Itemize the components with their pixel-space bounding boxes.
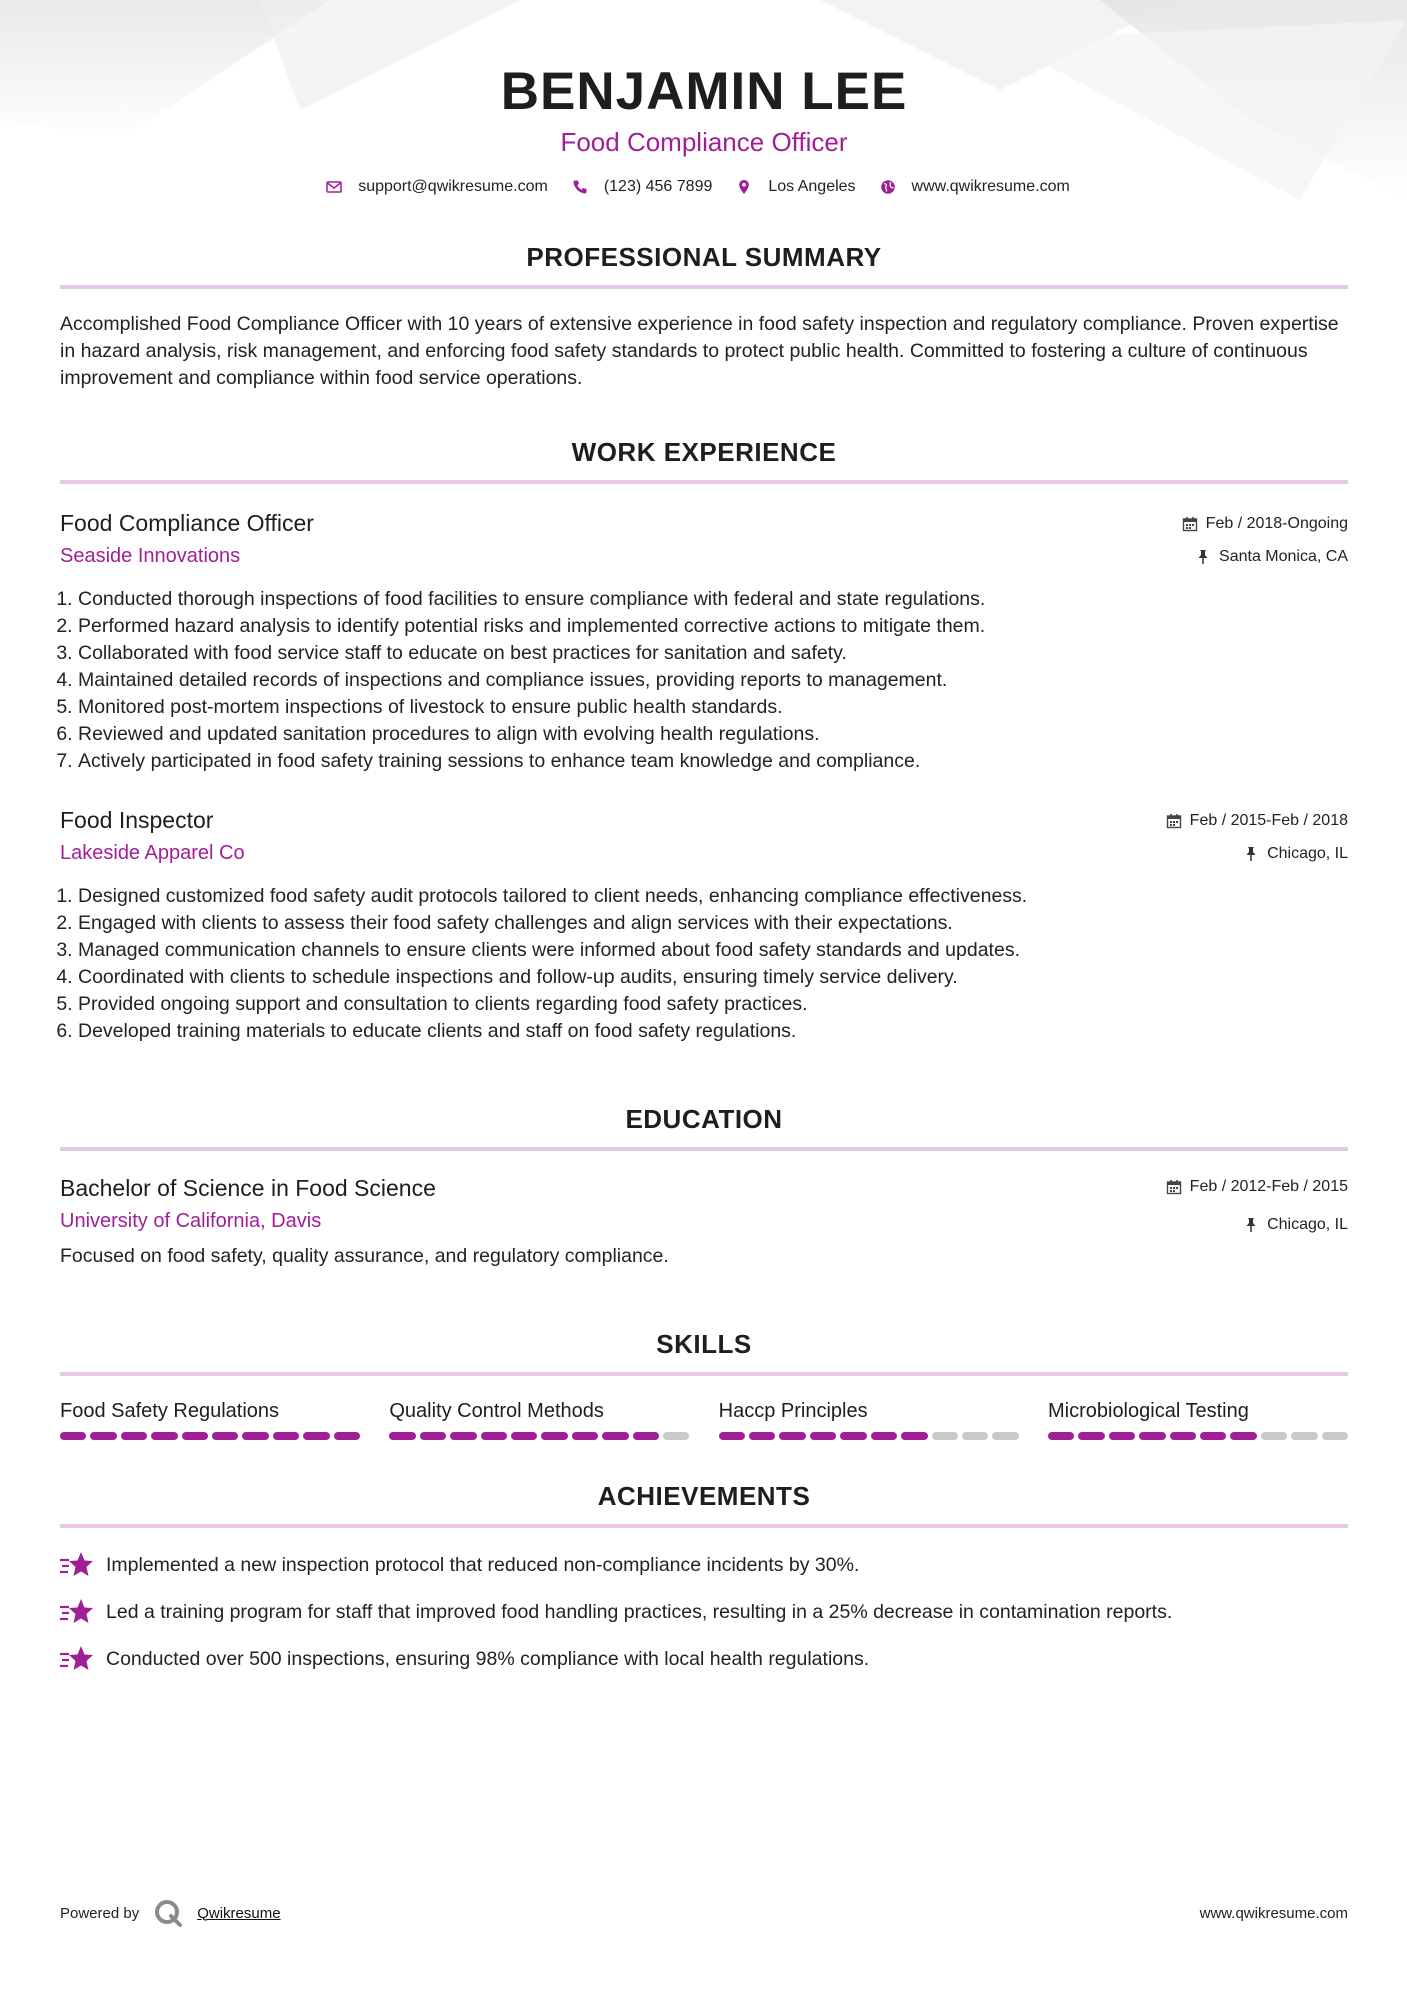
job-bullets [60,586,1348,775]
skill-level-bar [719,1432,1019,1440]
skill-level-segment [962,1432,988,1440]
skill-level-segment [273,1432,299,1440]
contact-bar [60,178,1348,196]
school-name: University of California, Davis [60,1210,322,1232]
achievement-text: Implemented a new inspection protocol that reduced non-compliance incidents by 30%. [106,1553,860,1576]
section-divider [60,1524,1348,1528]
job-location: Chicago, IL [1267,845,1348,862]
list-item: 4. Coordinated with clients to schedule inspections and follow-up audits, ensuring timely service delivery. [78,964,1348,991]
skill-level-segment [121,1432,147,1440]
contact-phone[interactable] [572,178,713,196]
list-item: 6. Reviewed and updated sanitation procedures to align with evolving health regulations. [78,721,1348,748]
work-section [60,436,1348,1045]
section-title-education: EDUCATION [625,1104,783,1134]
job-title: Food Compliance Officer [60,510,314,536]
skill-level-segment [1230,1432,1256,1440]
pushpin-icon [1195,549,1211,565]
company-name: Seaside Innovations [60,545,241,567]
map-pin-icon [736,179,752,195]
skill-level-segment [60,1432,86,1440]
achievement-text: Led a training program for staff that improved food handling practices, resulting in a 25% decrease in contamination reports. [106,1600,1173,1623]
skill-item [1048,1398,1348,1440]
star-icon [60,1644,94,1674]
skill-level-segment [151,1432,177,1440]
list-item: 7. Actively participated in food safety training sessions to enhance team knowledge and compliance. [78,748,1348,775]
achievement-item [60,1597,1348,1627]
star-icon [60,1550,94,1580]
list-item: 3. Collaborated with food service staff to educate on best practices for sanitation and safety. [78,640,1348,667]
section-divider [60,285,1348,289]
skill-level-segment [212,1432,238,1440]
skill-level-bar [1048,1432,1348,1440]
job-dates: Feb / 2015-Feb / 2018 [1189,812,1348,829]
section-title-summary: PROFESSIONAL SUMMARY [526,242,882,272]
achievement-item [60,1644,1348,1674]
list-item: 5. Provided ongoing support and consultation to clients regarding food safety practices. [78,991,1348,1018]
skill-level-segment [420,1432,446,1440]
skill-level-segment [779,1432,805,1440]
powered-by-label: Powered by [60,1904,140,1922]
skill-level-segment [1200,1432,1226,1440]
section-title-skills: SKILLS [656,1329,752,1359]
job-bullets [60,883,1348,1045]
skill-level-segment [511,1432,537,1440]
education-entry [60,1173,1348,1270]
education-location: Chicago, IL [1267,1216,1348,1233]
skill-level-segment [90,1432,116,1440]
contact-website[interactable] [880,178,1070,196]
education-dates: Feb / 2012-Feb / 2015 [1189,1178,1348,1195]
skill-name: Microbiological Testing [1047,1400,1249,1422]
contact-location [736,178,855,196]
section-divider [60,480,1348,484]
skill-level-segment [719,1432,745,1440]
summary-section [60,241,1348,392]
achievements-section [60,1480,1348,1674]
skill-level-segment [1139,1432,1165,1440]
skill-level-segment [1109,1432,1135,1440]
qwikresume-logo-icon [153,1898,183,1928]
skill-level-bar [389,1432,689,1440]
phone-icon [572,179,588,195]
skill-level-segment [871,1432,897,1440]
star-icon [60,1597,94,1627]
list-item: 2. Performed hazard analysis to identify potential risks and implemented corrective actions to mitigate them. [78,613,1348,640]
calendar-icon [1182,516,1198,532]
job-entry [60,508,1348,775]
list-item: 2. Engaged with clients to assess their food safety challenges and align services with their expectations. [78,910,1348,937]
list-item: 5. Monitored post-mortem inspections of livestock to ensure public health standards. [78,694,1348,721]
skill-level-segment [1291,1432,1317,1440]
section-title-work: WORK EXPERIENCE [571,437,837,467]
skill-level-segment [242,1432,268,1440]
list-item: 3. Managed communication channels to ensure clients were informed about food safety standards and updates. [78,937,1348,964]
list-item: 4. Maintained detailed records of inspections and compliance issues, providing reports to management. [78,667,1348,694]
section-divider [60,1147,1348,1151]
contact-email[interactable] [326,178,548,196]
resume-header [60,60,1348,196]
skill-level-segment [303,1432,329,1440]
job-entry [60,805,1348,1045]
skill-level-segment [1261,1432,1287,1440]
section-divider [60,1372,1348,1376]
achievement-item [60,1550,1348,1580]
location-text: Los Angeles [768,178,856,195]
candidate-name: BENJAMIN LEE [500,62,908,121]
calendar-icon [1166,813,1182,829]
summary-text: Accomplished Food Compliance Officer with 10 years of extensive experience in food safety inspection and regulatory compliance. Proven expertise in hazard analysis, risk management, and enforcing food safety standards to protect public health. Committed to fostering a culture of continuous improvement and compliance within food service operations. [60,313,1339,389]
list-item: 1. Designed customized food safety audit protocols tailored to client needs, enhancing compliance effectiveness. [78,883,1348,910]
brand-link[interactable]: Qwikresume [197,1904,281,1922]
skill-item [60,1398,360,1440]
skill-level-segment [932,1432,958,1440]
skill-level-segment [1048,1432,1074,1440]
email-text: support@qwikresume.com [358,178,548,195]
achievement-text: Conducted over 500 inspections, ensuring 98% compliance with local health regulations. [106,1647,870,1670]
pushpin-icon [1243,846,1259,862]
website-text: www.qwikresume.com [911,178,1070,195]
skill-level-bar [60,1432,360,1440]
skills-section [60,1328,1348,1440]
skill-level-segment [334,1432,360,1440]
candidate-role: Food Compliance Officer [560,127,848,157]
company-name: Lakeside Apparel Co [60,842,245,864]
section-title-achievements: ACHIEVEMENTS [597,1481,811,1511]
list-item: 1. Conducted thorough inspections of food facilities to ensure compliance with federal and state regulations. [78,586,1348,613]
envelope-icon [326,179,342,195]
skill-level-segment [182,1432,208,1440]
skill-level-segment [1322,1432,1348,1440]
skill-level-segment [389,1432,415,1440]
skill-name: Food Safety Regulations [60,1400,280,1422]
skill-level-segment [663,1432,689,1440]
calendar-icon [1166,1179,1182,1195]
job-title: Food Inspector [60,807,214,833]
job-location: Santa Monica, CA [1219,548,1348,565]
degree-title: Bachelor of Science in Food Science [60,1175,436,1201]
skill-level-segment [1170,1432,1196,1440]
page-footer [60,1898,1348,1928]
skill-level-segment [450,1432,476,1440]
skill-item [719,1398,1019,1440]
list-item: 6. Developed training materials to educate clients and staff on food safety regulations. [78,1018,1348,1045]
skill-level-segment [840,1432,866,1440]
job-dates: Feb / 2018-Ongoing [1205,515,1348,532]
skill-level-segment [810,1432,836,1440]
footer-website[interactable]: www.qwikresume.com [1199,1904,1348,1922]
skill-level-segment [749,1432,775,1440]
skill-level-segment [541,1432,567,1440]
skill-level-segment [901,1432,927,1440]
skill-level-segment [572,1432,598,1440]
skill-level-segment [992,1432,1018,1440]
skill-level-segment [481,1432,507,1440]
skill-name: Haccp Principles [718,1400,868,1422]
skill-name: Quality Control Methods [389,1400,604,1422]
globe-icon [880,179,896,195]
education-description: Focused on food safety, quality assurance, and regulatory compliance. [60,1245,669,1267]
phone-text: (123) 456 7899 [603,178,713,195]
skill-level-segment [602,1432,628,1440]
skill-level-segment [633,1432,659,1440]
skill-level-segment [1078,1432,1104,1440]
education-section [60,1103,1348,1270]
skill-item [389,1398,689,1440]
pushpin-icon [1243,1217,1259,1233]
